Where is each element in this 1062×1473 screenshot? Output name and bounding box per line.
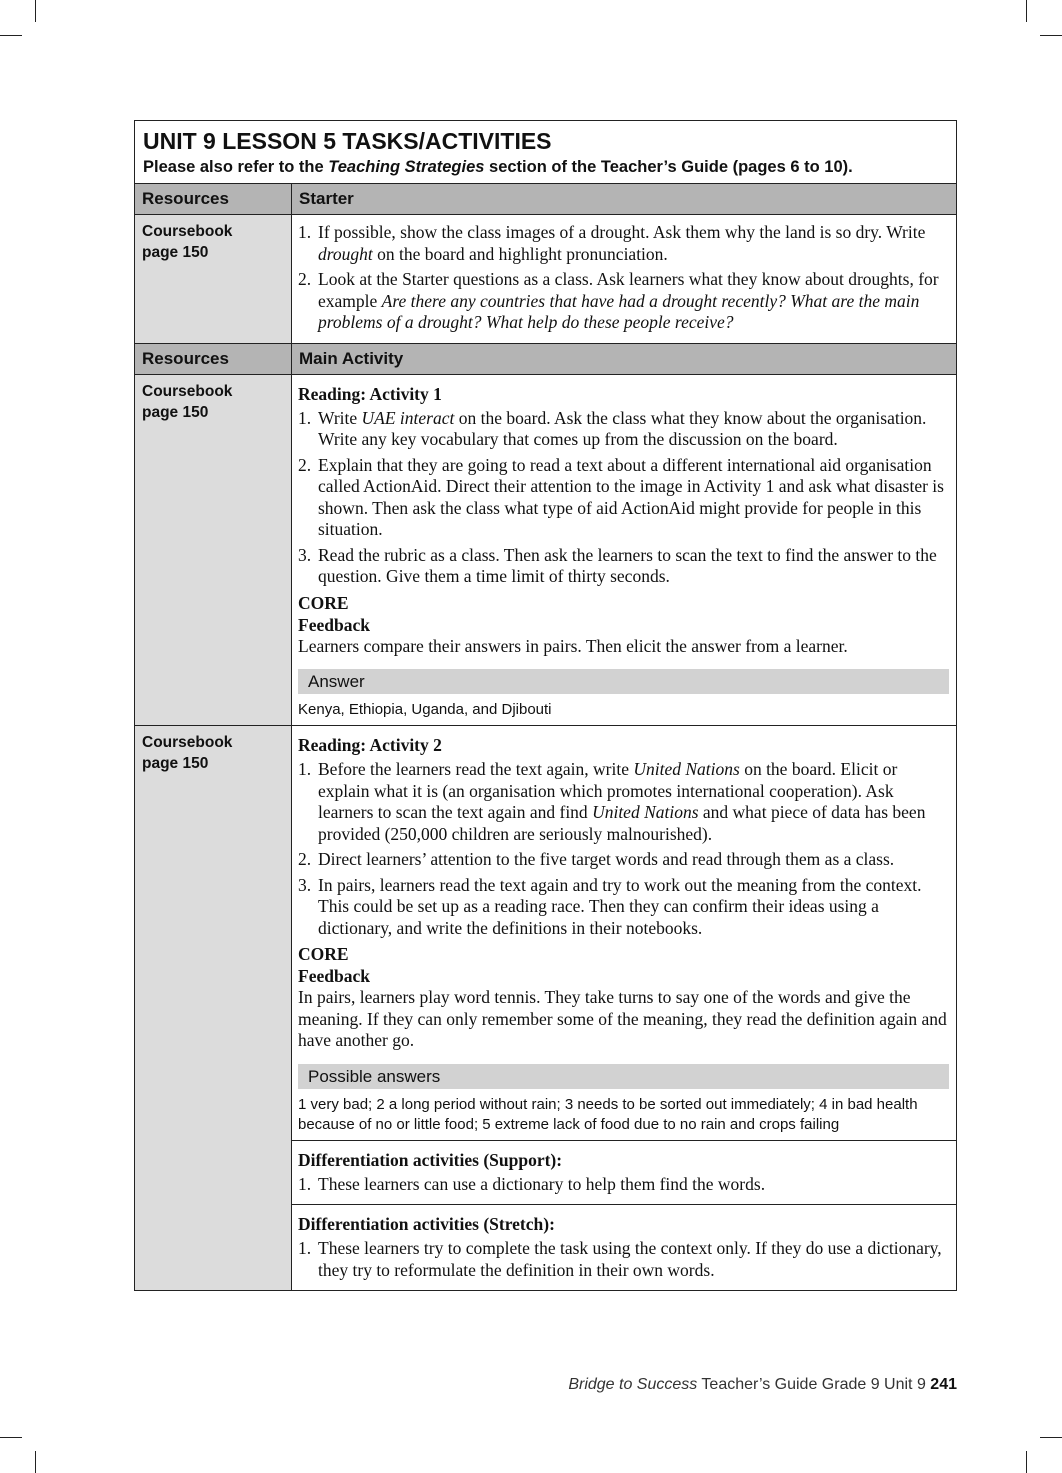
main-header-row (135, 344, 956, 375)
list-item: 1. If possible, show the class images of a drought. Ask them why the land is so dry. Write drought on the board and highlight pronunciation. (298, 222, 926, 264)
crop-mark (1040, 35, 1062, 36)
answer-bar: Possible answers (298, 1064, 949, 1089)
activity-heading: Reading: Activity 2 (298, 735, 442, 755)
list-item: 3. In pairs, learners read the text again and try to work out the meaning from the context. This could be set up as a reading race. Then they can confirm their ideas using a dictionary, and write the definitions in their notebooks. (298, 874, 922, 938)
feedback-label: Feedback (298, 614, 370, 635)
list-item: 2. Direct learners’ attention to the five target words and read through them as a class. (298, 849, 895, 869)
footer-book-title: Bridge to Success (568, 1376, 698, 1393)
main-activity-header: Main Activity (299, 348, 404, 368)
resources-header: Resources (142, 189, 229, 208)
lesson-header (135, 121, 956, 184)
support-section (292, 1140, 956, 1205)
subtitle-text: Please also refer to the (143, 158, 329, 176)
page-footer (568, 1376, 957, 1394)
lesson-subtitle (143, 155, 948, 179)
activity-1-row (135, 375, 956, 727)
starter-row (135, 215, 956, 344)
list-item: 1. These learners can use a dictionary to help them find the words. (298, 1173, 766, 1194)
list-item: 1. Write UAE interact on the board. Ask the class what they know about the organisation. Write any key vocabulary that comes up from the discussion on the board. (298, 407, 927, 449)
list-item: 2. Look at the Starter questions as a class. Ask learners what they know about droughts, for example Are there any countries that have had a drought recently? What are the main problems of a drought? What help do these people receive? (298, 269, 939, 332)
answer-text: 1 very bad; 2 a long period without rain; 3 needs to be sorted out immediately; 4 in bad health because of no or little food; 5 extreme lack of food due to no rain and crops failing (298, 1095, 918, 1133)
starter-header: Starter (299, 189, 354, 208)
crop-mark (0, 1437, 22, 1438)
feedback-text: In pairs, learners play word tennis. They take turns to say one of the words and give the meaning. If they can only remember some of the meaning, they read the definition again and have another go. (298, 987, 947, 1050)
resource-reference: Coursebook page 150 (142, 382, 233, 421)
feedback-text: Learners compare their answers in pairs. Then elicit the answer from a learner. (298, 635, 848, 656)
list-item: 3. Read the rubric as a class. Then ask the learners to scan the text to find the answer to the question. Give them a time limit of thirty seconds. (298, 544, 937, 586)
list-item: 2. Explain that they are going to read a text about a different international aid organisation called ActionAid. Direct their attention to the image in Activity 1 and ask what disaster is shown. Then ask the class what type of aid ActionAid might provide for people in this situation. (298, 454, 944, 539)
feedback-label: Feedback (298, 966, 370, 986)
subtitle-italic: Teaching Strategies (328, 158, 485, 176)
answer-text: Kenya, Ethiopia, Uganda, and Djibouti (298, 701, 552, 718)
core-label: CORE (298, 592, 349, 613)
stretch-heading: Differentiation activities (Stretch): (298, 1214, 555, 1234)
crop-mark (1040, 1437, 1062, 1438)
crop-mark (0, 35, 22, 36)
crop-mark (35, 0, 36, 22)
list-item: 1. Before the learners read the text again, write United Nations on the board. Elicit or explain what it is (an organisation which promotes international cooperation). Ask learners to scan the text again and find United Nations and what piece of data has been provided (250,000 children are seriously malnourished). (298, 759, 926, 844)
list-item: 1. These learners try to complete the task using the context only. If they do use a dictionary, they try to reformulate the definition in their own words. (298, 1238, 942, 1280)
starter-header-row (135, 184, 956, 215)
lesson-title: UNIT 9 LESSON 5 TASKS/ACTIVITIES (143, 128, 552, 154)
page-number: 241 (930, 1376, 957, 1393)
crop-mark (35, 1451, 36, 1473)
resource-reference: Coursebook page 150 (142, 223, 233, 261)
answer-bar: Answer (298, 669, 949, 694)
lesson-table (134, 120, 957, 1291)
activity-2-row (135, 726, 956, 1290)
crop-mark (1026, 1451, 1027, 1473)
crop-mark (1026, 0, 1027, 22)
footer-text: Teacher’s Guide Grade 9 Unit 9 (697, 1376, 931, 1393)
activity-heading: Reading: Activity 1 (298, 383, 442, 404)
core-label: CORE (298, 944, 349, 964)
subtitle-text: section of the Teacher’s Guide (pages 6 to 10). (484, 158, 853, 176)
resources-header: Resources (142, 348, 229, 368)
support-heading: Differentiation activities (Support): (298, 1149, 563, 1170)
resource-reference: Coursebook page 150 (142, 734, 233, 772)
stretch-section (292, 1204, 956, 1290)
